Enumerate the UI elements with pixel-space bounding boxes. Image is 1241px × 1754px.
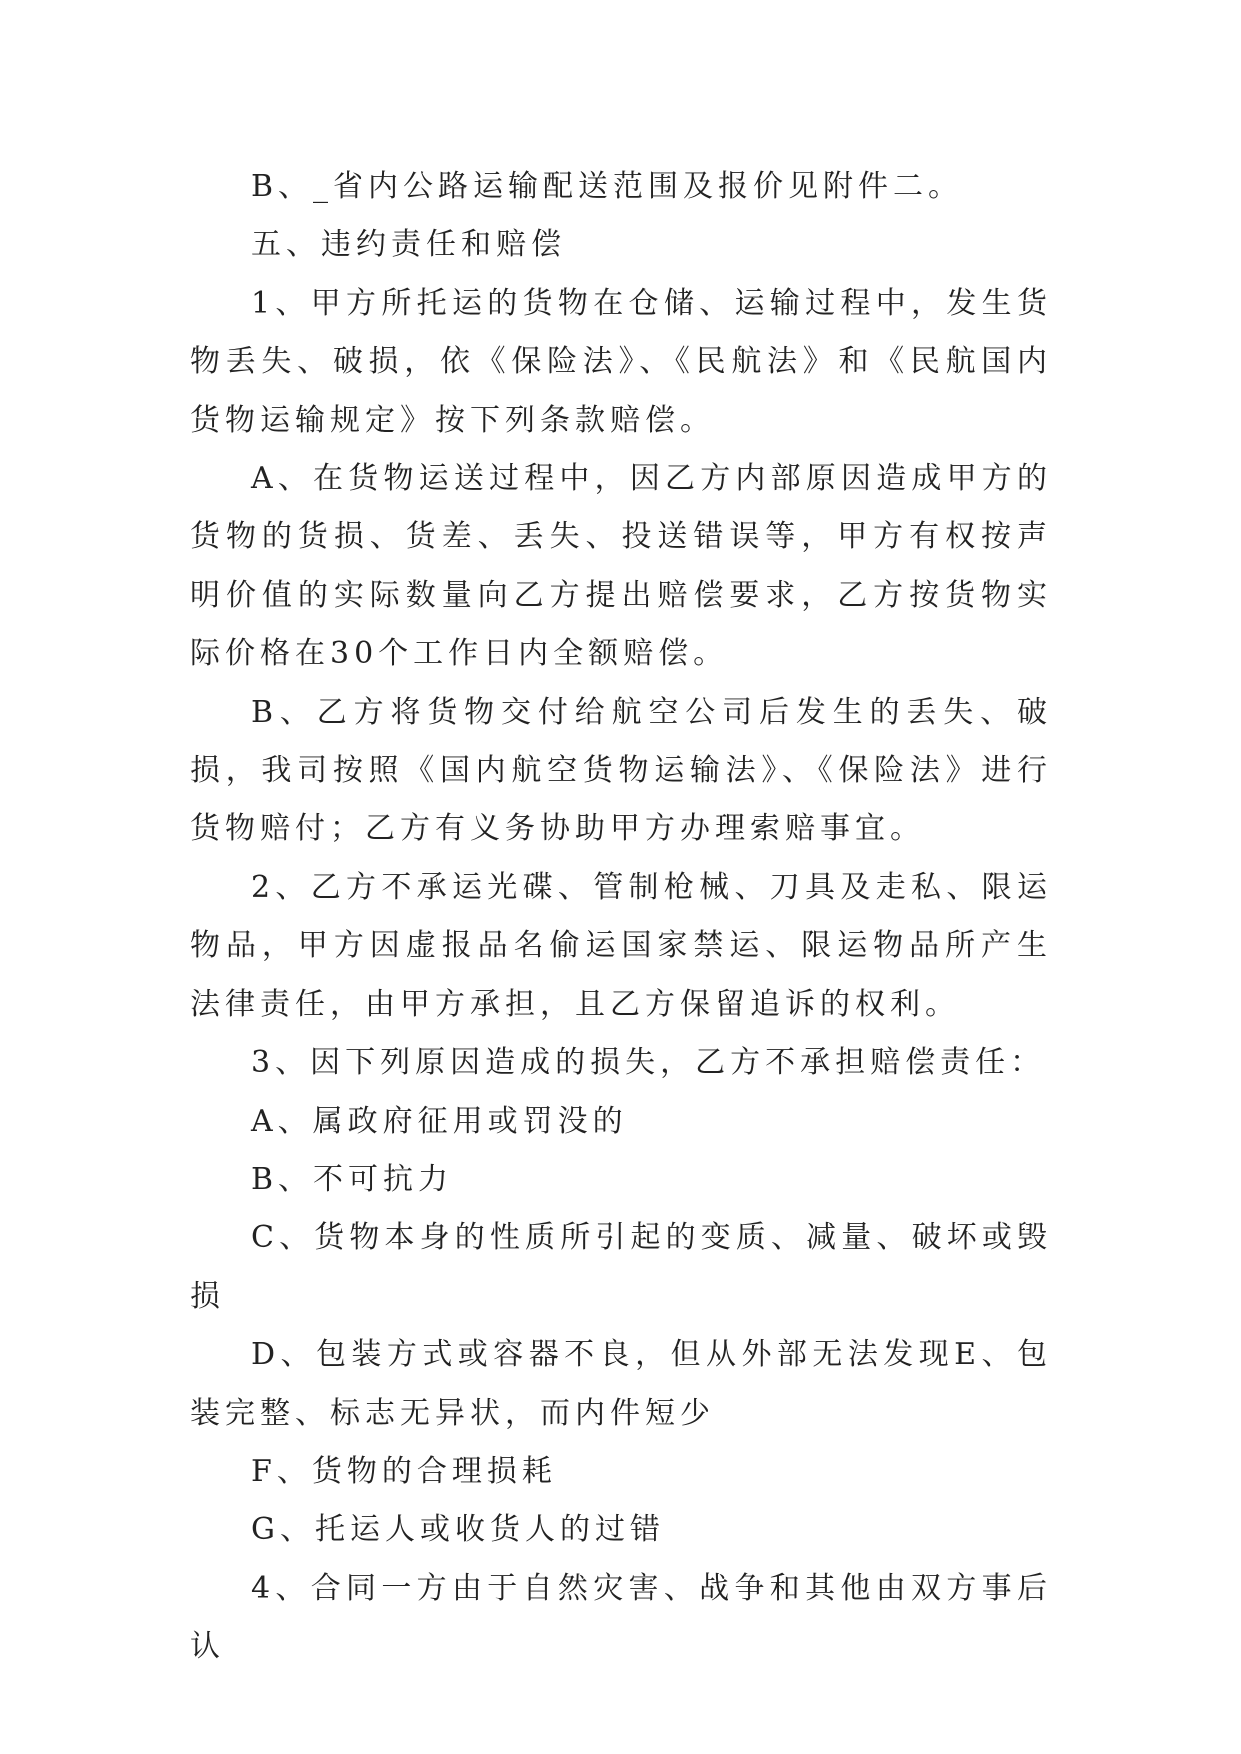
list-item-b: B、不可抗力 xyxy=(251,1161,454,1197)
paragraph-clause-1a: A、在货物运送过程中，因乙方内部原因造成甲方的货物的货损、货差、丢失、投送错误等，甲方有权按声明价值的实际数量向乙方提出赔偿要求，乙方按货物实际价格在30个工作日内全额赔偿。 xyxy=(190,461,1052,672)
list-item-f: F、货物的合理损耗 xyxy=(251,1453,557,1489)
paragraph-clause-3: 3、因下列原因造成的损失，乙方不承担赔偿责任： xyxy=(251,1045,1046,1081)
section-heading-liability: 五、违约责任和赔偿 xyxy=(251,227,566,263)
list-item-a: A、属政府征用或罚没的 xyxy=(251,1103,628,1139)
paragraph-clause-2: 2、乙方不承运光碟、管制枪械、刀具及走私、限运物品，甲方因虚报品名偷运国家禁运、限运物品所产生法律责任，由甲方承担，且乙方保留追诉的权利。 xyxy=(190,869,1052,1022)
paragraph-delivery-scope: B、_省内公路运输配送范围及报价见附件二。 xyxy=(251,169,964,204)
list-item-d-e: D、包装方式或容器不良，但从外部无法发现E、包装完整、标志无异状，而内件短少 xyxy=(190,1337,1052,1431)
paragraph-clause-1: 1、甲方所托运的货物在仓储、运输过程中，发生货物丢失、破损，依《保险法》、《民航法》和《民航国内货物运输规定》按下列条款赔偿。 xyxy=(190,285,1052,438)
paragraph-clause-4: 4、合同一方由于自然灾害、战争和其他由双方事后认 xyxy=(190,1570,1052,1665)
list-item-c: C、货物本身的性质所引起的变质、减量、破坏或毁损 xyxy=(190,1220,1052,1314)
paragraph-clause-1b: B、乙方将货物交付给航空公司后发生的丢失、破损，我司按照《国内航空货物运输法》、《保险法》进行货物赔付；乙方有义务协助甲方办理索赔事宜。 xyxy=(190,694,1052,847)
document-body xyxy=(190,158,1052,1677)
list-item-g: G、托运人或收货人的过错 xyxy=(251,1512,665,1548)
